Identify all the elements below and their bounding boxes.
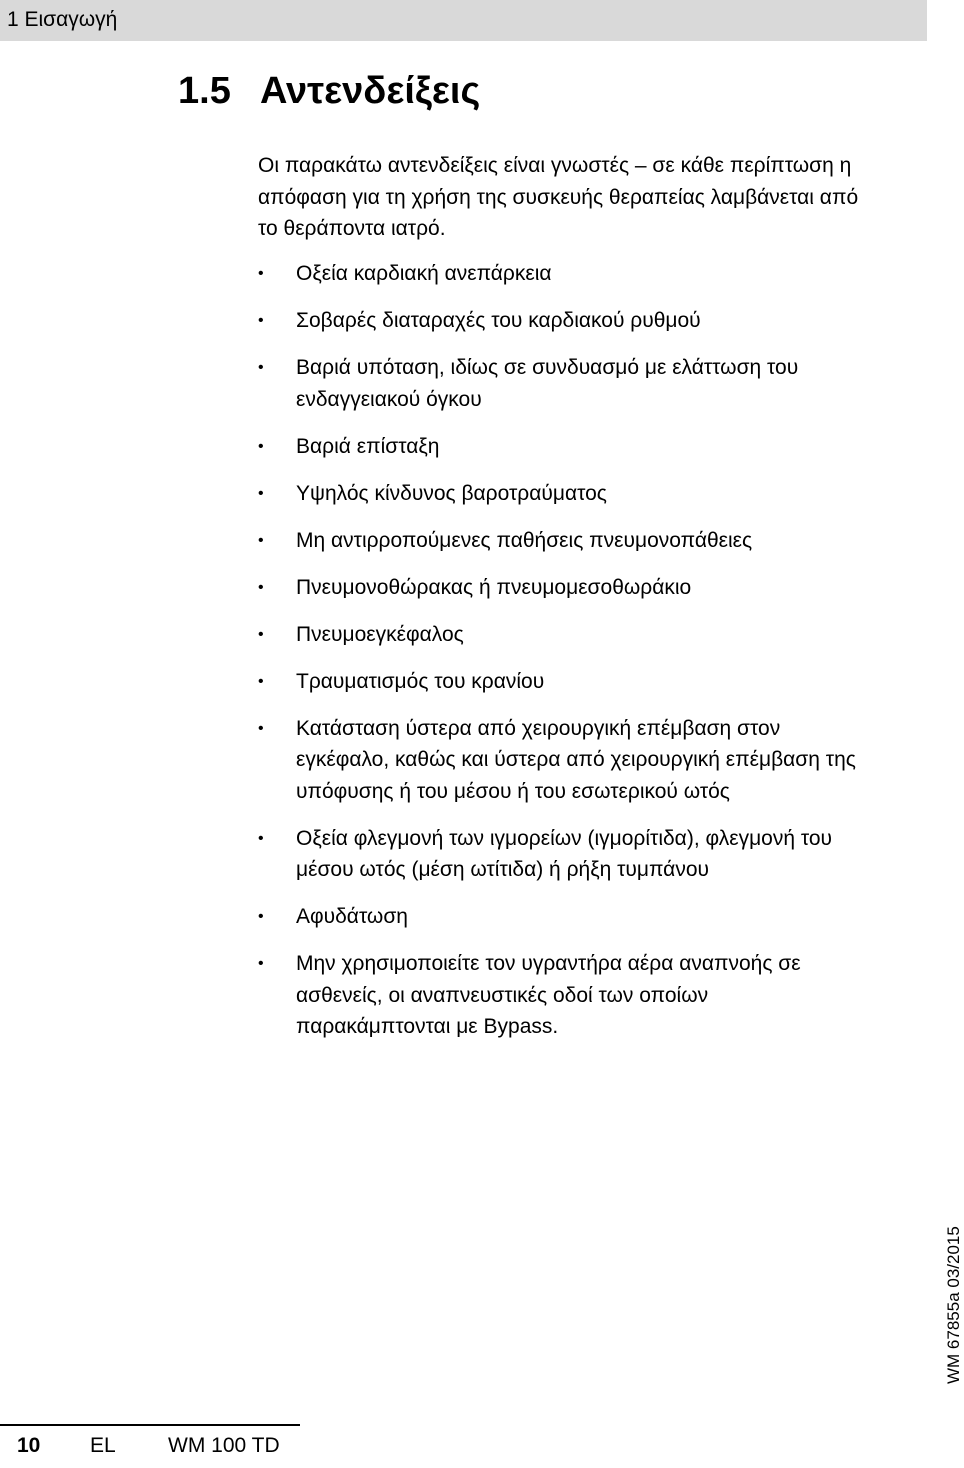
contraindication-text: Βαριά υπόταση, ιδίως σε συνδυασμό με ελάττωση του <box>296 356 799 379</box>
page-footer <box>17 1432 280 1460</box>
intro-line: το θεράποντα ιατρό. <box>258 217 446 240</box>
contraindication-item <box>258 666 926 698</box>
contraindication-list <box>258 258 926 1058</box>
bullet-icon: • <box>258 312 264 329</box>
contraindication-item <box>258 352 926 415</box>
contraindication-text: μέσου ωτός (μέση ωτίτιδα) ή ρήξη τυμπάνου <box>296 858 709 881</box>
bullet-icon: • <box>258 265 264 282</box>
bullet-icon: • <box>258 908 264 925</box>
contraindication-item <box>258 478 926 510</box>
contraindication-text: Πνευμοεγκέφαλος <box>296 622 464 646</box>
contraindication-item <box>258 713 926 808</box>
bullet-icon: • <box>258 359 264 376</box>
intro-line: Οι παρακάτω αντενδείξεις είναι γνωστές – σε κάθε περίπτωση η <box>258 154 852 177</box>
contraindication-item <box>258 258 926 290</box>
footer-divider <box>0 1424 300 1426</box>
contraindication-item <box>258 619 926 651</box>
contraindication-item <box>258 948 926 1043</box>
contraindication-item <box>258 525 926 557</box>
bullet-icon: • <box>258 719 264 737</box>
contraindication-item <box>258 572 926 604</box>
product-name: WM 100 TD <box>168 1434 280 1457</box>
contraindication-text: Τραυματισμός του κρανίου <box>296 669 545 693</box>
contraindication-text: Οξεία φλεγμονή των ιγμορείων (ιγμορίτιδα), φλεγμονή του <box>296 826 833 850</box>
contraindication-text: Οξεία καρδιακή ανεπάρκεια <box>296 262 552 285</box>
chapter-header-bar <box>0 0 927 41</box>
bullet-icon: • <box>258 531 264 549</box>
chapter-header: 1 Εισαγωγή <box>7 8 118 31</box>
bullet-icon: • <box>258 484 264 502</box>
contraindication-text: παρακάμπτονται με Bypass. <box>296 1015 559 1038</box>
document-code: WM 67855a 03/2015 <box>944 1226 963 1384</box>
page-number: 10 <box>17 1434 41 1457</box>
contraindication-text: Σοβαρές διαταραχές του καρδιακού ρυθμού <box>296 309 701 332</box>
bullet-icon: • <box>258 625 264 643</box>
contraindication-text: Μην χρησιμοποιείτε τον υγραντήρα αέρα αναπνοής σε <box>296 952 801 975</box>
contraindication-text: ενδαγγειακού όγκου <box>296 387 482 411</box>
contraindication-text: υπόφυσης ή του μέσου ή του εσωτερικού ωτός <box>296 779 730 803</box>
contraindication-text: ασθενείς, οι αναπνευστικές οδοί των οποίων <box>296 983 709 1007</box>
bullet-icon: • <box>258 829 264 847</box>
contraindication-text: Αφυδάτωση <box>296 905 408 928</box>
intro-paragraph <box>258 150 928 245</box>
contraindication-text: εγκέφαλο, καθώς και ύστερα από χειρουργική επέμβαση της <box>296 748 856 771</box>
contraindication-item <box>258 823 926 886</box>
language-code: EL <box>90 1434 116 1457</box>
contraindication-text: Πνευμονοθώρακας ή πνευμομεσοθωράκιο <box>296 575 692 599</box>
contraindication-text: Υψηλός κίνδυνος βαροτραύματος <box>296 481 607 505</box>
intro-line: απόφαση για τη χρήση της συσκευής θεραπείας λαμβάνεται από <box>258 185 859 209</box>
contraindication-text: Κατάσταση ύστερα από χειρουργική επέμβαση στον <box>296 716 781 740</box>
bullet-icon: • <box>258 672 264 690</box>
contraindication-item <box>258 901 926 933</box>
section-title-text: Αντενδείξεις <box>260 70 481 112</box>
bullet-icon: • <box>258 437 264 455</box>
contraindication-text: Μη αντιρροπούμενες παθήσεις πνευμονοπάθειες <box>296 528 753 552</box>
contraindication-item <box>258 431 926 463</box>
bullet-icon: • <box>258 955 264 972</box>
section-title <box>178 68 480 114</box>
contraindication-text: Βαριά επίσταξη <box>296 434 440 458</box>
contraindication-item <box>258 305 926 337</box>
bullet-icon: • <box>258 578 264 596</box>
section-number: 1.5 <box>178 70 231 112</box>
